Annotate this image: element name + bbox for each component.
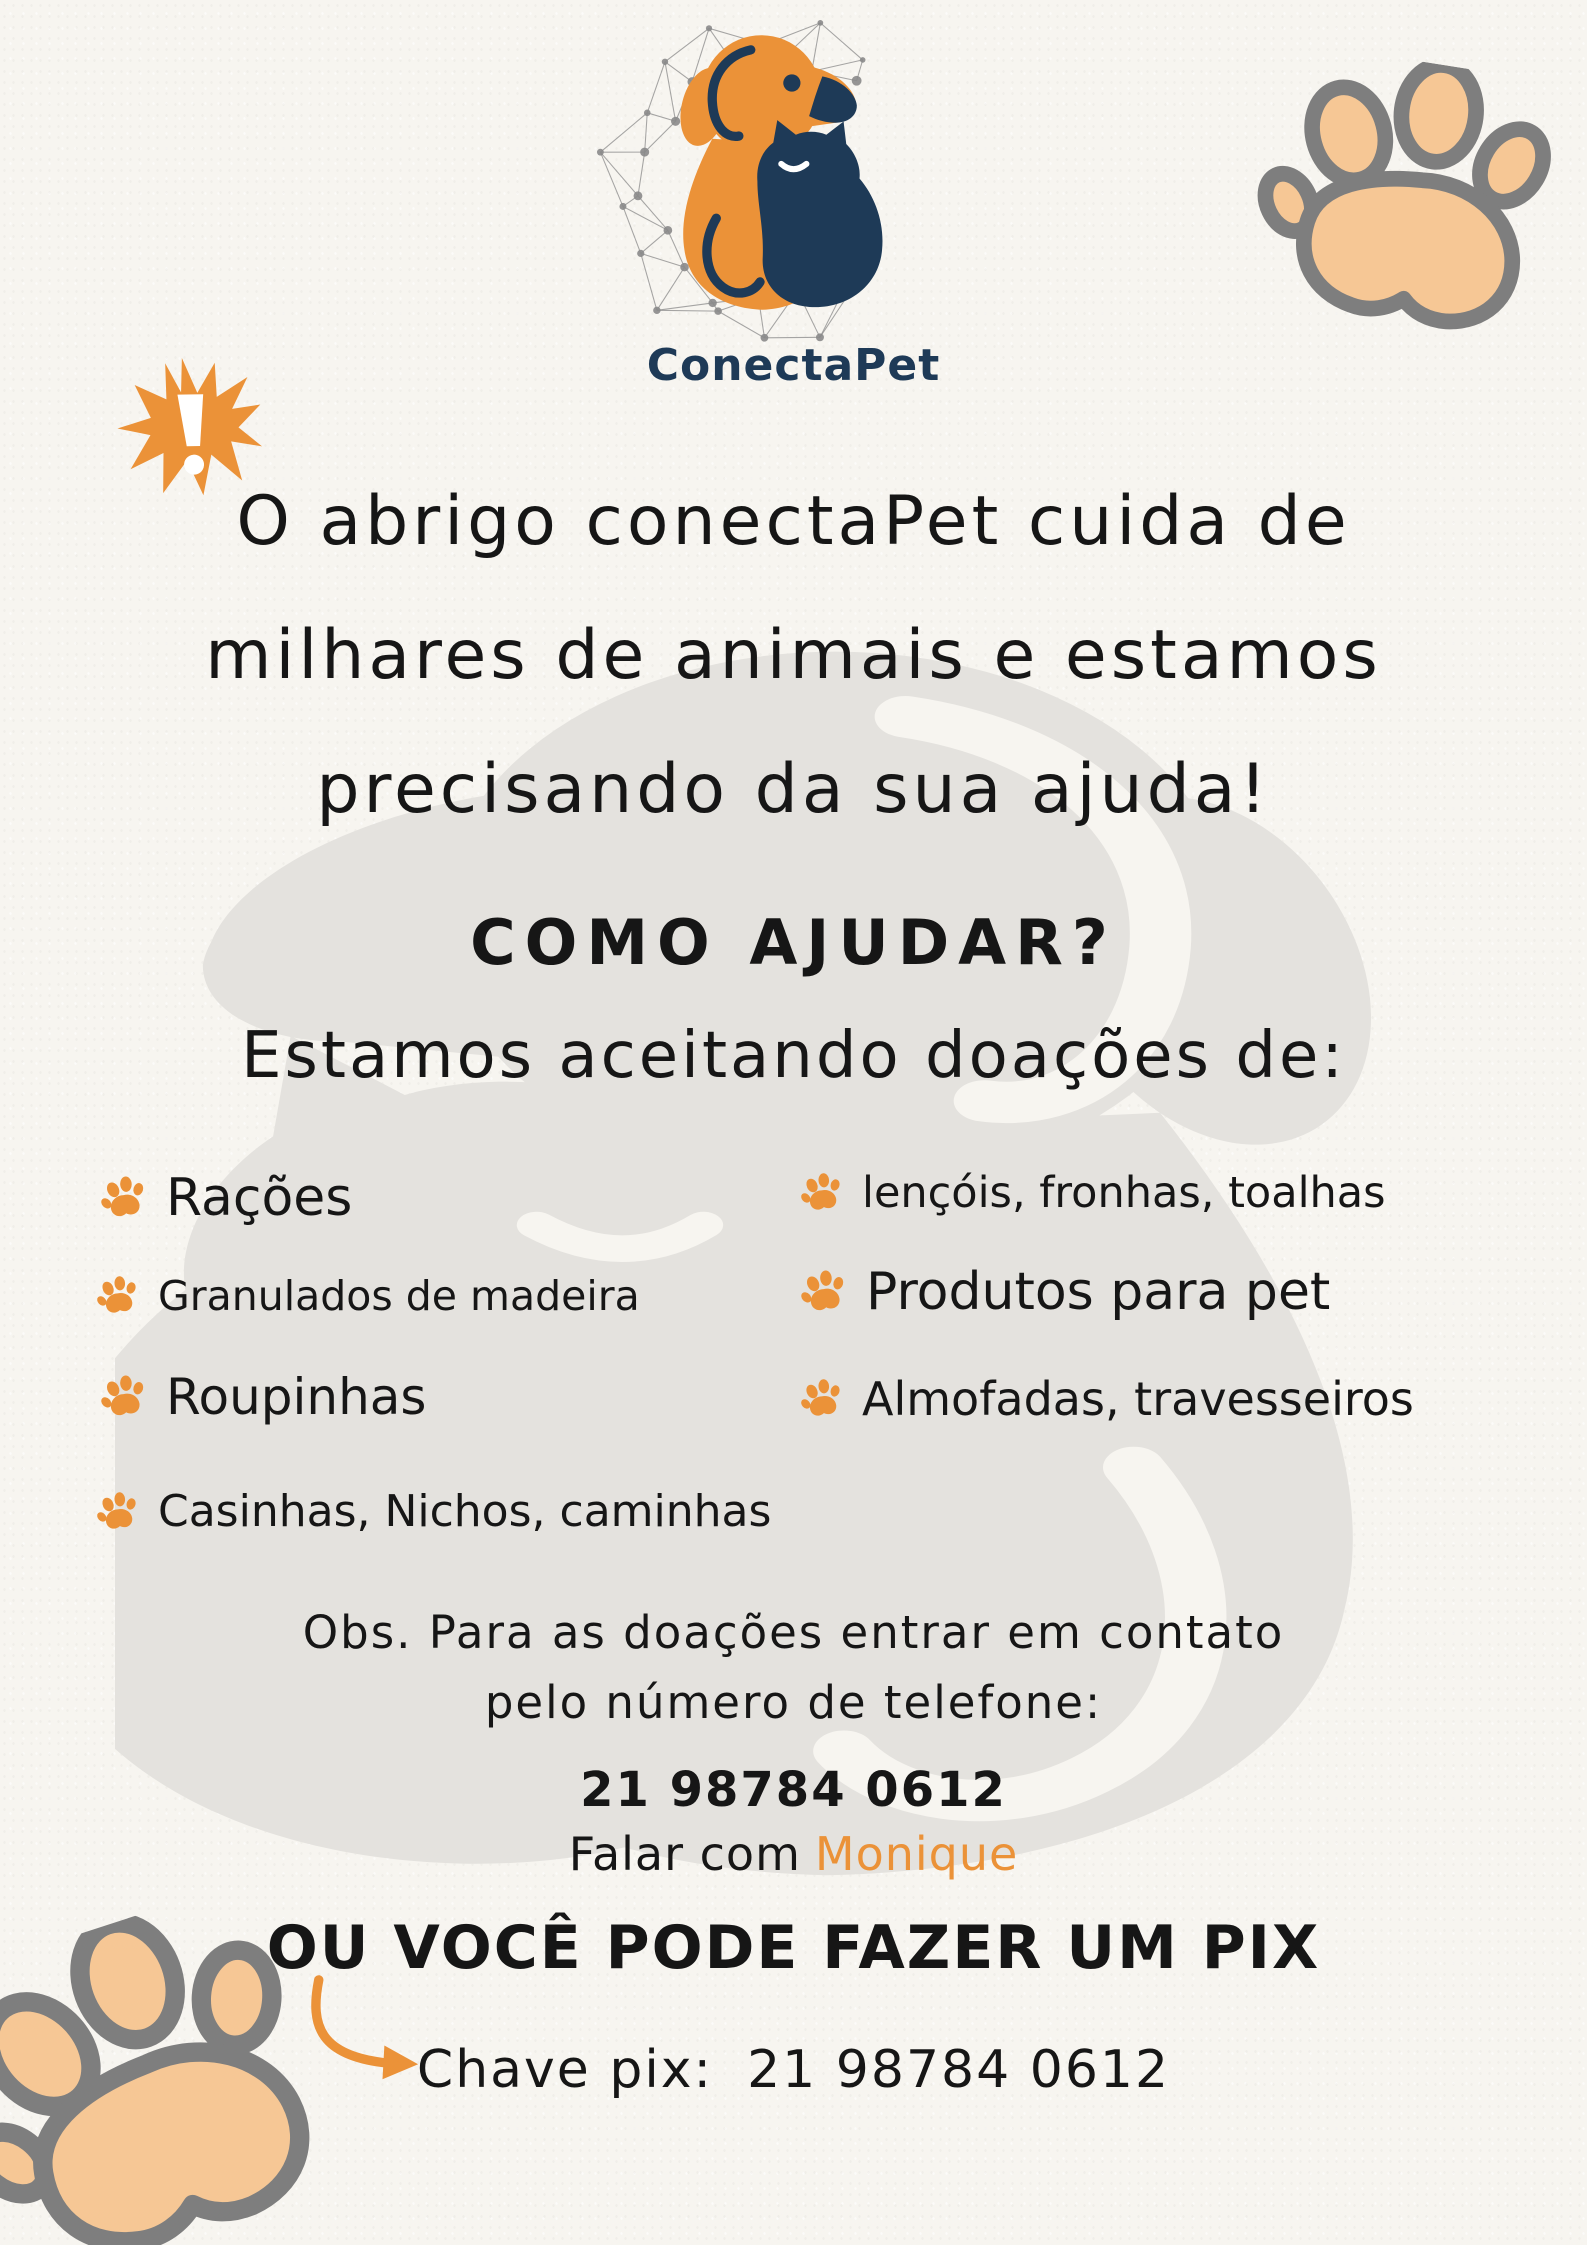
donation-item (96, 1486, 771, 1537)
donation-item (800, 1168, 1386, 1218)
contact-phone: 21 98784 0612 (580, 1762, 1007, 1818)
donation-item-label: Produtos para pet (866, 1262, 1331, 1322)
donation-item-label: Granulados de madeira (158, 1272, 640, 1320)
pix-heading: OU VOCÊ PODE FAZER UM PIX (266, 1913, 1321, 1983)
donation-item (100, 1368, 426, 1426)
paw-bullet-icon (93, 1487, 143, 1537)
donation-item (100, 1168, 352, 1228)
logo-dog-and-cat (673, 35, 883, 310)
pix-key-value: 21 98784 0612 (747, 2040, 1171, 2100)
paw-bullet-icon (97, 1370, 151, 1424)
contact-person (0, 1822, 1587, 1886)
intro-text (0, 455, 1587, 857)
intro-line: milhares de animais e estamos (205, 616, 1382, 695)
intro-line: precisando da sua ajuda! (316, 750, 1271, 829)
contact-note-line: pelo número de telefone: (484, 1676, 1103, 1729)
section-title-como-ajudar: COMO AJUDAR? (470, 906, 1117, 979)
paw-bullet-icon (797, 1374, 847, 1424)
paw-print-top-right-icon (1227, 38, 1587, 386)
intro-line: O abrigo conectaPet cuida de (236, 482, 1351, 561)
pix-key-label: Chave pix: (416, 2040, 714, 2100)
donations-subtitle: Estamos aceitando doações de: (241, 1019, 1346, 1093)
contact-note-line: Obs. Para as doações entrar em contato (302, 1606, 1285, 1659)
paw-bullet-icon (797, 1168, 847, 1218)
donation-item (800, 1262, 1330, 1322)
contact-person-name: Monique (814, 1827, 1019, 1881)
contact-person-prefix: Falar com (568, 1827, 801, 1881)
donation-item-label: Rações (166, 1168, 353, 1228)
donation-item (96, 1272, 640, 1320)
paw-bullet-icon (797, 1265, 851, 1319)
donation-item (800, 1372, 1414, 1426)
donation-item-label: Almofadas, travesseiros (862, 1372, 1414, 1426)
paw-bullet-icon (97, 1171, 151, 1225)
paw-bullet-icon (93, 1271, 143, 1321)
donation-item-label: lençóis, fronhas, toalhas (862, 1168, 1386, 1218)
conectapet-logo-icon (618, 22, 918, 327)
donation-item-label: Casinhas, Nichos, caminhas (158, 1486, 772, 1537)
contact-note (0, 1598, 1587, 1738)
brand-name: ConectaPet (646, 340, 941, 391)
donation-item-label: Roupinhas (166, 1368, 427, 1426)
